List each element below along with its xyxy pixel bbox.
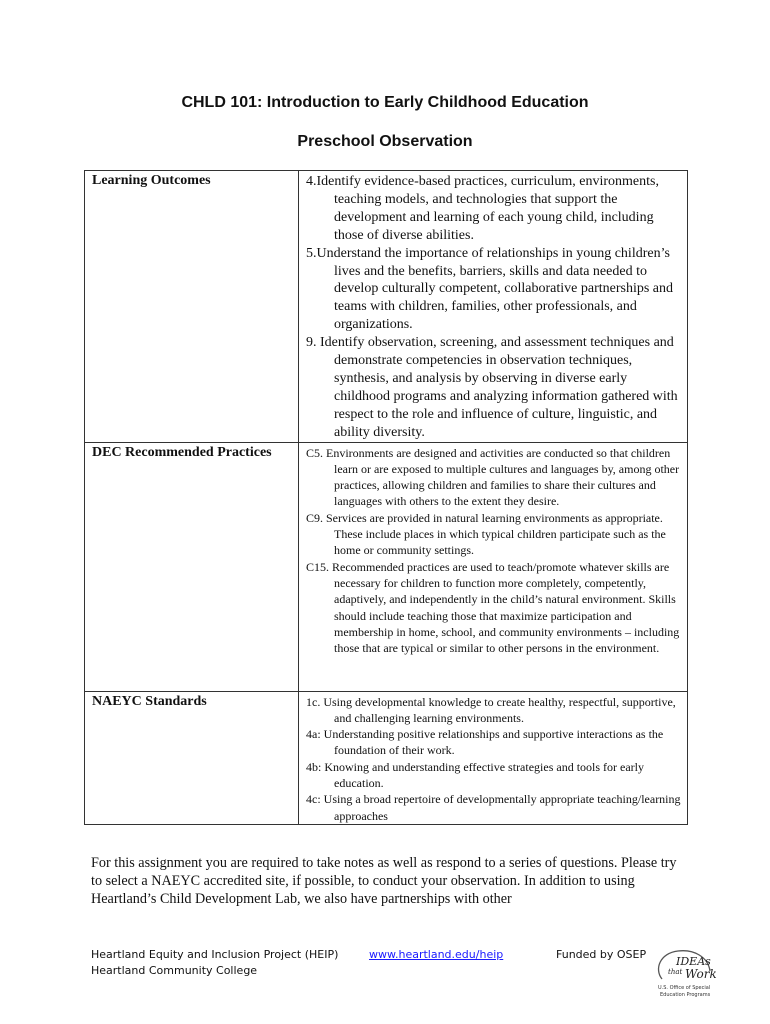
ideas-that-work-logo bbox=[648, 945, 718, 1001]
logo-text-ideas: IDEAs bbox=[676, 955, 711, 968]
dec-practices-row bbox=[85, 442, 688, 691]
learning-outcome-item: 9. Identify observation, screening, and assessment techniques and demonstrate competencies in observation techniques, synthesis, and analysis by observing in diverse early childhood programs and analyzing information gathered with respect to the role and influence of culture, linguistic, and ability diversity. bbox=[306, 335, 678, 440]
naeyc-standard-item: 1c. Using developmental knowledge to create healthy, respectful, supportive, and challenging learning environments. bbox=[306, 694, 676, 725]
dec-practice-item: C9. Services are provided in natural learning environments as appropriate. These include places in which typical children participate such as the home or community settings. bbox=[306, 510, 666, 558]
footer-funding: Funded by OSEP bbox=[556, 948, 647, 961]
assignment-intro-paragraph: For this assignment you are required to take notes as well as respond to a series of questions. Please try to select a NAEYC accredited site, if possible, to conduct your observation. In addition to using Heartland’s Child Development Lab, we also have partnerships with other bbox=[91, 855, 677, 907]
naeyc-standard-item: 4b: Knowing and understanding effective strategies and tools for early education. bbox=[306, 759, 645, 791]
naeyc-standards-row bbox=[85, 691, 688, 824]
logo-caption-2: Education Programs bbox=[660, 992, 711, 998]
dec-practice-item: C15. Recommended practices are used to teach/promote whatever skills are necessary for children to function more completely, competently, adaptively, and independently in the child’s natural environment. Skills should include teaching those that maximize participation and membership in home, school, and community environments – including those that are typical or similar to other persons in the environment. bbox=[306, 559, 680, 656]
logo-text-that: that bbox=[668, 968, 683, 976]
logo-text-work: Work bbox=[685, 967, 717, 981]
document-title: Preschool Observation bbox=[297, 133, 473, 150]
footer-project-name: Heartland Equity and Inclusion Project (HEIP) bbox=[91, 948, 339, 961]
dec-practice-item: C5. Environments are designed and activities are conducted so that children learn or are exposed to multiple cultures and languages by, among other practices, allowing children and families to share their cultures and languages with others to the extent they desire. bbox=[306, 445, 680, 509]
learning-outcomes-label: Learning Outcomes bbox=[85, 171, 299, 443]
footer-college-name: Heartland Community College bbox=[91, 964, 258, 977]
course-title: CHLD 101: Introduction to Early Childhood Education bbox=[181, 94, 589, 111]
learning-outcome-item: 5.Understand the importance of relationships in young children’s lives and the benefits, barriers, skills and data needed to develop culturally competent, collaborative partnerships and teams with children, families, other professionals, and organizations. bbox=[306, 245, 673, 333]
logo-caption-1: U.S. Office of Special bbox=[658, 985, 711, 991]
dec-practices-label: DEC Recommended Practices bbox=[85, 442, 299, 691]
footer-link[interactable]: www.heartland.edu/heip bbox=[369, 948, 504, 961]
naeyc-standard-item: 4a: Understanding positive relationships and supportive interactions as the foundation of their work. bbox=[306, 727, 664, 758]
learning-outcomes-row bbox=[85, 171, 688, 443]
learning-outcome-item: 4.Identify evidence-based practices, curriculum, environments, teaching models, and technologies that support the development and learning of each young child, including those of diverse abilities. bbox=[306, 174, 659, 243]
naeyc-standards-content bbox=[299, 691, 688, 824]
standards-table bbox=[84, 170, 688, 825]
naeyc-standard-item: 4c: Using a broad repertoire of developmentally appropriate teaching/learning approaches bbox=[306, 792, 681, 823]
learning-outcomes-content bbox=[299, 171, 688, 443]
footer-org bbox=[91, 947, 338, 979]
dec-practices-content bbox=[299, 442, 688, 691]
naeyc-standards-label: NAEYC Standards bbox=[85, 691, 299, 824]
